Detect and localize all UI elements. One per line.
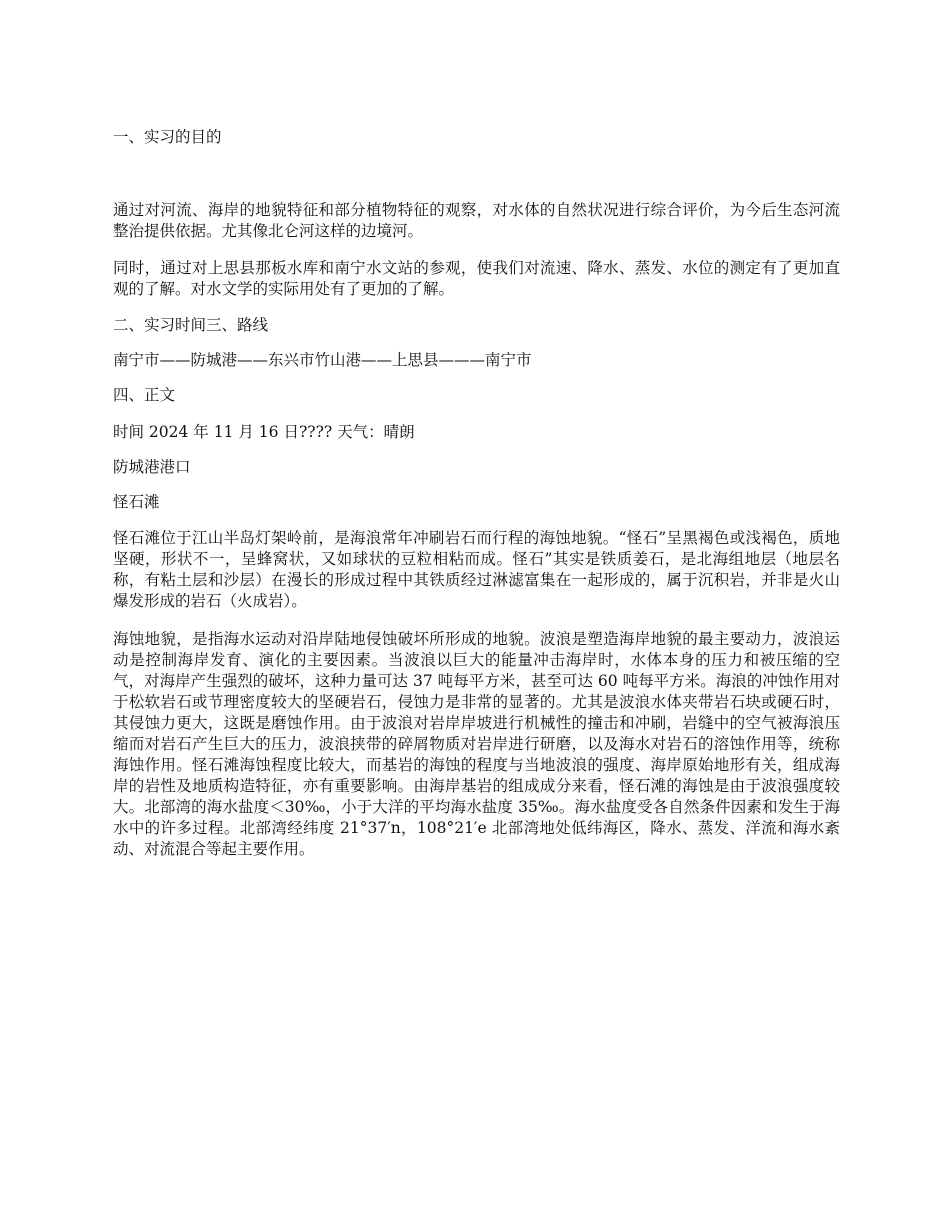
location-line: 防城港港口 bbox=[113, 458, 191, 476]
paragraph-guaishitan: 怪石滩位于江山半岛灯架岭前，是海浪常年冲刷岩石而行程的海蚀地貌。“怪石”呈黑褐色或浅褐色，质地坚硬，形状不一，呈蜂窝状，又如球状的豆粒相粘而成。怪石”其实是铁质姜石，是北海组地层（地层名称，有粘土层和沙层）在漫长的形成过程中其铁质经过淋滤富集在一起形成的，属于沉积岩，并非是火山爆发形成的岩石（火成岩）。 bbox=[113, 529, 840, 610]
heading-main-text: 四、正文 bbox=[113, 386, 176, 404]
route-line: 南宁市——防城港——东兴市竹山港——上思县———南宁市 bbox=[113, 351, 532, 369]
paragraph-erosion: 海蚀地貌，是指海水运动对沿岸陆地侵蚀破坏所形成的地貌。波浪是塑造海岸地貌的最主要动力，波浪运动是控制海岸发育、演化的主要因素。当波浪以巨大的能量冲击海岸时，水体本身的压力和被压缩的空气，对海岸产生强烈的破坏，这种力量可达 37 吨每平方米，甚至可达 60 吨每平方米。海浪的冲蚀作用对于松软岩石或节理密度较大的坚硬岩石，侵蚀力是非常的显著的。尤其是波浪水体夹带岩石块或硬石时，其侵蚀力更大，这既是磨蚀作用。由于波浪对岩岸岸坡进行机械性的撞击和冲刷，岩缝中的空气被海浪压缩而对岩石产生巨大的压力，波浪挟带的碎屑物质对岩岸进行研磨，以及海水对岩石的溶蚀作用等，统称海蚀作用。怪石滩海蚀程度比较大，而基岩的海蚀的程度与当地波浪的强度、海岸原始地形有关，组成海岸的岩性及地质构造特征，亦有重要影响。由海岸基岩的组成成分来看，怪石滩的海蚀是由于波浪强度较大。北部湾的海水盐度＜30‰，小于大洋的平均海水盐度 35‰。海水盐度受各自然条件因素和发生于海水中的许多过程。北部湾经纬度 21°37′n，108°21′e 北部湾地处低纬海区，降水、蒸发、洋流和海水紊动、对流混合等起主要作用。 bbox=[113, 630, 840, 858]
time-weather-line: 时间 2024 年 11 月 16 日???? 天气：晴朗 bbox=[113, 423, 415, 441]
heading-purpose: 一、实习的目的 bbox=[113, 128, 222, 146]
section-subtitle: 怪石滩 bbox=[113, 493, 160, 511]
paragraph-purpose-2: 同时，通过对上思县那板水库和南宁水文站的参观，使我们对流速、降水、蒸发、水位的测定有了更加直观的了解。对水文学的实际用处有了更加的了解。 bbox=[113, 259, 840, 298]
heading-time-route: 二、实习时间三、路线 bbox=[113, 316, 269, 334]
paragraph-purpose-1: 通过对河流、海岸的地貌特征和部分植物特征的观察，对水体的自然状况进行综合评价，为今后生态河流整治提供依据。尤其像北仑河这样的边境河。 bbox=[113, 201, 840, 240]
